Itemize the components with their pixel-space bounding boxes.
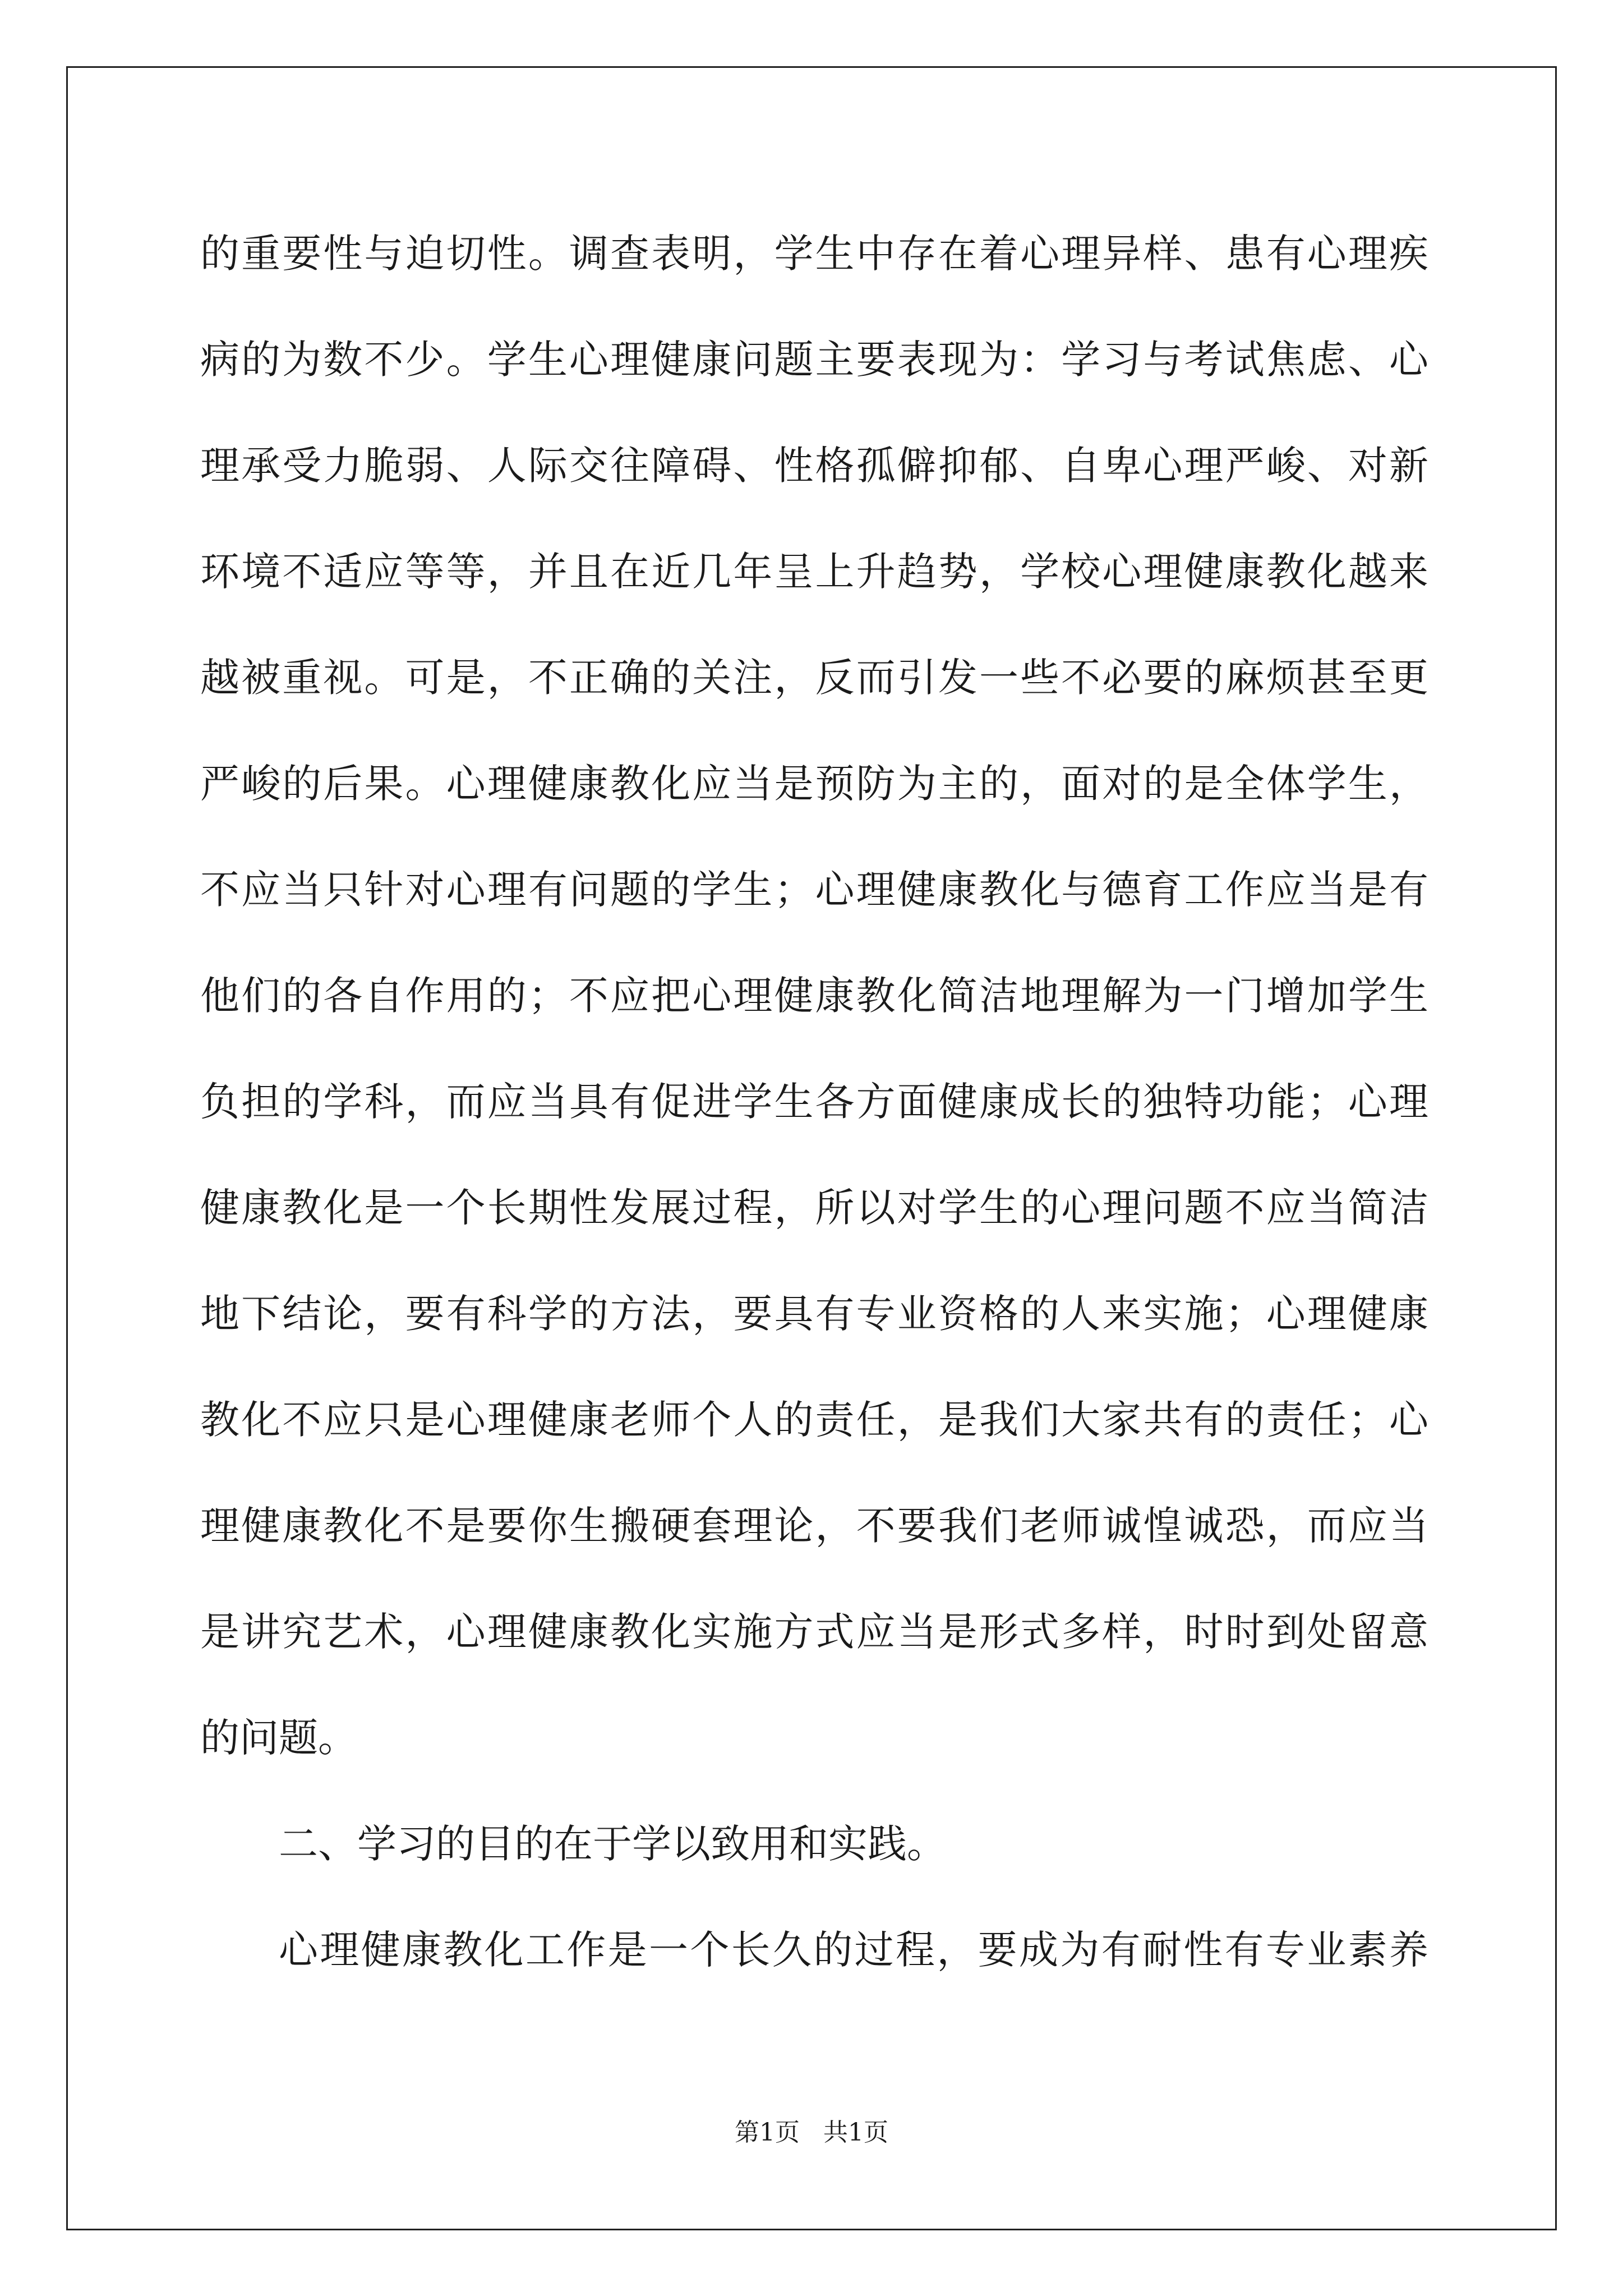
text-line: 环境不适应等等，并且在近几年呈上升趋势，学校心理健康教化越来 — [200, 549, 1428, 595]
text-line: 理承受力脆弱、人际交往障碍、性格孤僻抑郁、自卑心理严峻、对新 — [200, 443, 1428, 489]
document-body — [200, 201, 1428, 2003]
page-footer: 第1页 共1页 — [735, 2118, 888, 2147]
text-line: 心理健康教化工作是一个长久的过程，要成为有耐性有专业素养 — [279, 1927, 1428, 1973]
text-line: 理健康教化不是要你生搬硬套理论，不要我们老师诚惶诚恐，而应当 — [200, 1503, 1428, 1549]
text-line: 他们的各自作用的；不应把心理健康教化简洁地理解为一门增加学生 — [200, 973, 1428, 1019]
text-line: 健康教化是一个长期性发展过程，所以对学生的心理问题不应当简洁 — [200, 1185, 1428, 1231]
text-line: 是讲究艺术，心理健康教化实施方式应当是形式多样，时时到处留意 — [200, 1609, 1428, 1655]
text-line: 不应当只针对心理有问题的学生；心理健康教化与德育工作应当是有 — [200, 867, 1428, 913]
text-line: 病的为数不少。学生心理健康问题主要表现为：学习与考试焦虑、心 — [200, 337, 1428, 383]
text-line: 地下结论，要有科学的方法，要具有专业资格的人来实施；心理健康 — [200, 1291, 1428, 1337]
text-line: 的重要性与迫切性。调查表明，学生中存在着心理异样、患有心理疾 — [200, 231, 1428, 277]
text-line: 负担的学科，而应当具有促进学生各方面健康成长的独特功能；心理 — [200, 1079, 1428, 1125]
text-line: 教化不应只是心理健康老师个人的责任，是我们大家共有的责任；心 — [200, 1397, 1428, 1443]
text-line: 的问题。 — [200, 1715, 357, 1761]
text-line: 越被重视。可是，不正确的关注，反而引发一些不必要的麻烦甚至更 — [200, 655, 1428, 701]
text-line: 严峻的后果。心理健康教化应当是预防为主的，面对的是全体学生， — [200, 761, 1428, 807]
section-heading: 二、学习的目的在于学以致用和实践。 — [279, 1821, 946, 1867]
